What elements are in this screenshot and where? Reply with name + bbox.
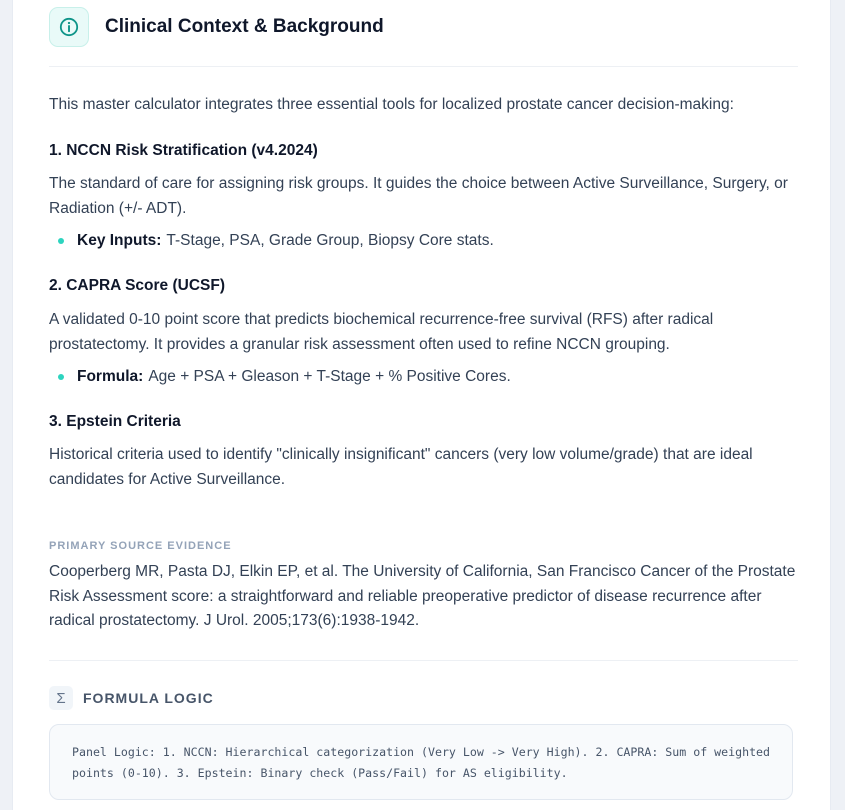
capra-heading: 2. CAPRA Score (UCSF) [49,277,225,294]
formula-logic-box [49,724,793,800]
evidence-label: PRIMARY SOURCE EVIDENCE [49,540,232,552]
intro-text: This master calculator integrates three essential tools for localized prostate cancer decision-making: [49,96,734,113]
formula-header [49,686,214,710]
bullet-text: T-Stage, PSA, Grade Group, Biopsy Core stats. [166,232,494,249]
epstein-heading: 3. Epstein Criteria [49,413,181,430]
nccn-description: The standard of care for assigning risk groups. It guides the choice between Active Surveillance, Surgery, or Radiation (+/- ADT). [49,175,788,217]
capra-description: A validated 0-10 point score that predicts biochemical recurrence-free survival (RFS) after radical prostatectomy. It provides a granular risk assessment often used to refine NCCN grouping. [49,311,714,353]
bullet-dot [58,238,64,244]
card-header [49,7,384,47]
nccn-heading: 1. NCCN Risk Stratification (v4.2024) [49,142,318,159]
sigma-icon: Σ [49,686,73,710]
header-divider [49,66,798,67]
bullet-label: Key Inputs: [77,232,162,249]
formula-logic-text: Panel Logic: 1. NCCN: Hierarchical categorization (Very Low -> Very High). 2. CAPRA: Sum of weighted points (0-10). 3. Epstein: Binary check (Pass/Fail) for AS eligibility. [72,745,777,780]
formula-title: FORMULA LOGIC [83,690,214,706]
card-title: Clinical Context & Background [105,16,384,37]
bullet-label: Formula: [77,368,144,385]
formula-divider [49,660,798,661]
clinical-context-card [13,0,830,810]
evidence-citation: Cooperberg MR, Pasta DJ, Elkin EP, et al. The University of California, San Francisco Cancer of the Prostate Risk Assessment score: a straightforward and reliable preoperative predictor of disease recurrence after radical prostatectomy. J Urol. 2005;173(6):1938-1942. [49,563,796,629]
info-circle-icon [49,7,89,47]
nccn-key-inputs-item [58,232,494,250]
epstein-description: Historical criteria used to identify "clinically insignificant" cancers (very low volume/grade) that are ideal candidates for Active Surveillance. [49,446,753,488]
bullet-text: Age + PSA + Gleason + T-Stage + % Positive Cores. [148,368,511,385]
capra-formula-item [58,368,511,386]
bullet-dot [58,374,64,380]
